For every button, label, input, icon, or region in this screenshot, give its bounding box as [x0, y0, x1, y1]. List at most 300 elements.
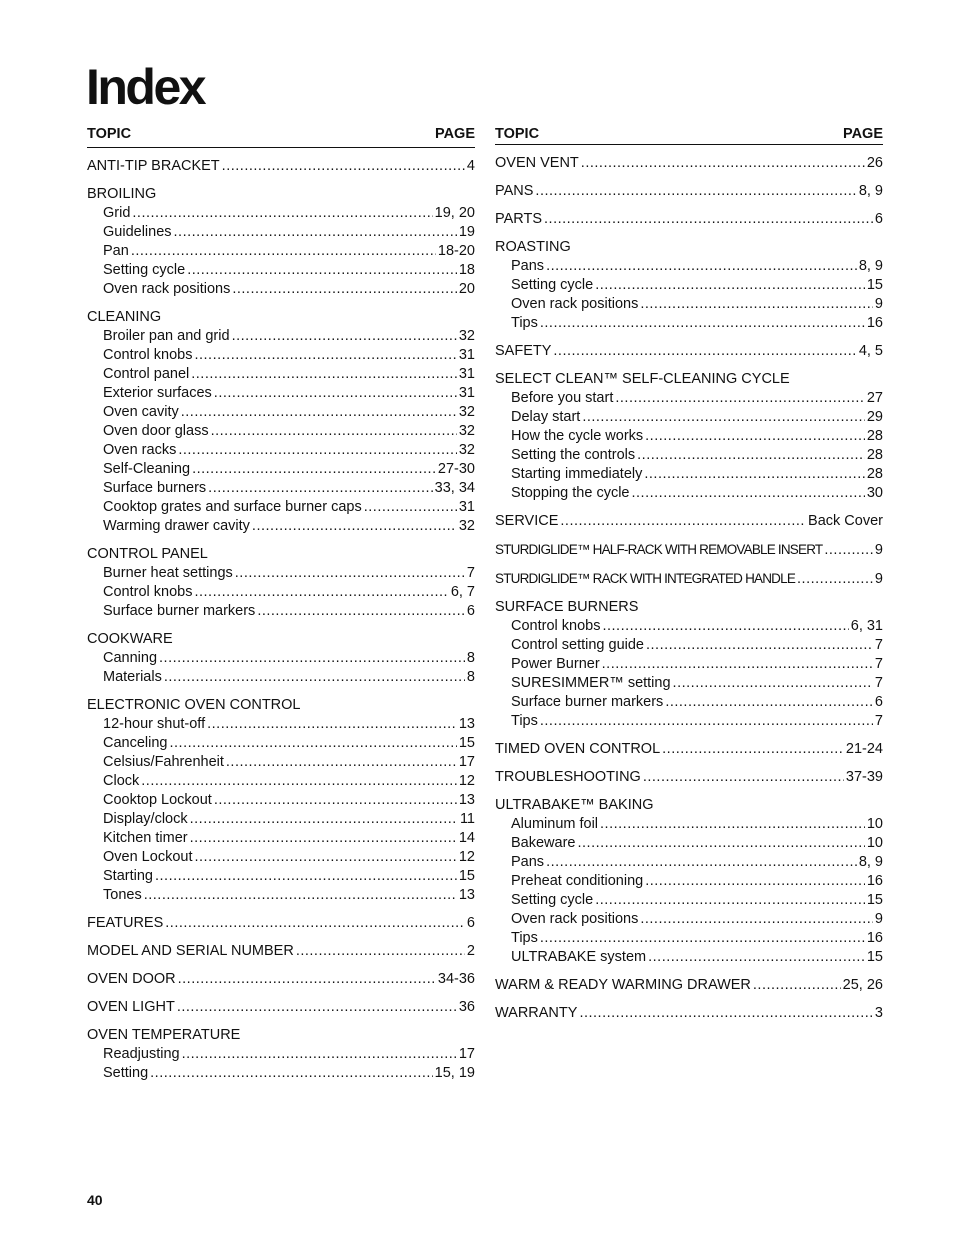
entry-label: Starting immediately	[511, 466, 643, 482]
index-subentry	[87, 715, 475, 734]
index-entry	[495, 768, 883, 787]
entry-page: 4	[466, 158, 475, 174]
entry-page: 13	[458, 716, 475, 732]
entry-page: 6, 7	[450, 584, 475, 600]
dot-leader	[553, 342, 856, 361]
index-subentry	[87, 734, 475, 753]
entry-page: 7	[466, 565, 475, 581]
entry-label: MODEL AND SERIAL NUMBER	[87, 943, 294, 959]
index-subentry	[87, 848, 475, 867]
dot-leader	[296, 942, 465, 961]
index-subentry	[87, 365, 475, 384]
entry-label: Delay start	[511, 409, 581, 425]
entry-page: 6, 31	[850, 618, 883, 634]
dot-leader	[648, 948, 865, 967]
entry-page: 32	[458, 328, 475, 344]
index-subentry	[87, 564, 475, 583]
dot-leader	[644, 465, 865, 484]
dot-leader	[615, 389, 865, 408]
entry-label: Oven cavity	[103, 404, 179, 420]
index-topic	[87, 998, 475, 1017]
dot-leader	[170, 734, 457, 753]
index-topic	[495, 540, 883, 560]
entry-page: 7	[874, 713, 883, 729]
dot-leader	[582, 408, 865, 427]
index-entry	[495, 796, 883, 815]
entry-label: How the cycle works	[511, 428, 644, 444]
index-entry	[495, 154, 883, 173]
index-topic	[495, 238, 883, 333]
dot-leader	[150, 1064, 433, 1083]
entry-label: Oven door glass	[103, 423, 209, 439]
entry-label: Surface burner markers	[511, 694, 664, 710]
entry-label: ROASTING	[495, 239, 571, 255]
entry-label: Canceling	[103, 735, 168, 751]
entry-page: 31	[458, 366, 475, 382]
entry-label: Self-Cleaning	[103, 461, 191, 477]
entry-label: SURFACE BURNERS	[495, 599, 639, 615]
entry-label: STURDIGLIDE™ RACK WITH INTEGRATED HANDLE	[495, 571, 796, 586]
dot-leader	[164, 668, 465, 687]
index-topic	[495, 370, 883, 503]
dot-leader	[226, 753, 457, 772]
entry-label: Control knobs	[103, 584, 193, 600]
index-entry	[87, 914, 475, 933]
index-subentry	[495, 853, 883, 872]
entry-page: 9	[874, 542, 883, 558]
entry-label: Tips	[511, 930, 538, 946]
index-subentry	[495, 693, 883, 712]
index-subentry	[87, 384, 475, 403]
entry-page: 31	[458, 347, 475, 363]
entry-label: OVEN VENT	[495, 155, 579, 171]
entry-page: 32	[458, 404, 475, 420]
dot-leader	[222, 157, 465, 176]
entry-page: 8, 9	[858, 258, 883, 274]
index-topic	[495, 342, 883, 361]
entry-label: Preheat conditioning	[511, 873, 644, 889]
dot-leader	[191, 365, 457, 384]
column-header	[87, 120, 475, 148]
index-entry	[87, 157, 475, 176]
entry-page: 15	[866, 277, 883, 293]
index-entry	[495, 740, 883, 759]
entry-label: OVEN LIGHT	[87, 999, 175, 1015]
index-column-right	[495, 120, 883, 1032]
index-subentry	[87, 403, 475, 422]
entry-label: OVEN DOOR	[87, 971, 176, 987]
dot-leader	[535, 182, 856, 201]
entry-label: Oven rack positions	[511, 911, 639, 927]
dot-leader	[190, 810, 458, 829]
entry-label: Bakeware	[511, 835, 576, 851]
index-subentry	[87, 602, 475, 621]
entry-page: 15, 19	[434, 1065, 475, 1081]
entry-page: 19	[458, 224, 475, 240]
index-entry	[495, 238, 883, 257]
index-subentry	[495, 484, 883, 503]
entry-label: Setting cycle	[511, 892, 594, 908]
entry-label: SERVICE	[495, 513, 559, 529]
index-subentry	[495, 446, 883, 465]
entry-label: Setting cycle	[511, 277, 594, 293]
index-entry	[87, 1026, 475, 1045]
dot-leader	[540, 929, 865, 948]
entry-page: 27-30	[437, 461, 475, 477]
entry-page: 2	[466, 943, 475, 959]
entry-page: 11	[459, 811, 475, 827]
entry-page: 6	[874, 211, 883, 227]
entry-label: ANTI-TIP BRACKET	[87, 158, 220, 174]
entry-label: SELECT CLEAN™ SELF-CLEANING CYCLE	[495, 371, 790, 387]
dot-leader	[178, 970, 436, 989]
index-entry	[495, 210, 883, 229]
dot-leader	[602, 617, 848, 636]
entry-label: Tones	[103, 887, 142, 903]
dot-leader	[190, 829, 457, 848]
index-subentry	[495, 276, 883, 295]
index-topic	[87, 545, 475, 621]
index-topic	[495, 569, 883, 589]
entry-page: 4, 5	[858, 343, 883, 359]
index-topic	[495, 1004, 883, 1023]
entry-page: 16	[866, 930, 883, 946]
index-subentry	[87, 810, 475, 829]
entry-page: 7	[874, 637, 883, 653]
index-entries	[495, 154, 883, 1023]
entry-label: SURESIMMER™ setting	[511, 675, 671, 691]
index-topic	[87, 970, 475, 989]
entry-label: Clock	[103, 773, 140, 789]
entry-page: Back Cover	[808, 513, 883, 529]
entry-label: ULTRABAKE system	[511, 949, 647, 965]
entry-page: 6	[466, 603, 475, 619]
entry-label: Control panel	[103, 366, 190, 382]
index-topic	[495, 740, 883, 759]
index-subentry	[87, 479, 475, 498]
dot-leader	[540, 314, 865, 333]
entry-label: Starting	[103, 868, 153, 884]
dot-leader	[546, 853, 857, 872]
dot-leader	[662, 740, 844, 759]
index-subentry	[87, 791, 475, 810]
entry-label: Control knobs	[511, 618, 601, 634]
index-topic	[87, 914, 475, 933]
dot-leader	[187, 261, 457, 280]
index-subentry	[87, 441, 475, 460]
dot-leader	[595, 891, 865, 910]
index-subentry	[87, 460, 475, 479]
page-title: Index	[86, 59, 205, 115]
dot-leader	[159, 649, 465, 668]
entry-label: OVEN TEMPERATURE	[87, 1027, 241, 1043]
index-topic	[87, 696, 475, 905]
dot-leader	[208, 479, 433, 498]
index-topic	[87, 157, 475, 176]
index-topic	[495, 182, 883, 201]
dot-leader	[232, 327, 457, 346]
entry-page: 10	[866, 816, 883, 832]
entry-page: 12	[458, 849, 475, 865]
index-entry	[495, 1004, 883, 1023]
index-subentry	[87, 1045, 475, 1064]
index-subentry	[495, 815, 883, 834]
index-subentry	[495, 257, 883, 276]
dot-leader	[182, 1045, 457, 1064]
entry-label: Canning	[103, 650, 158, 666]
dot-leader	[544, 210, 873, 229]
dot-leader	[560, 512, 806, 531]
entry-page: 21-24	[845, 741, 883, 757]
entry-page: 3	[874, 1005, 883, 1021]
index-subentry	[87, 280, 475, 299]
entry-label: Oven rack positions	[103, 281, 231, 297]
dot-leader	[232, 280, 457, 299]
index-topic	[87, 1026, 475, 1083]
entry-label: 12-hour shut-off	[103, 716, 206, 732]
dot-leader	[181, 403, 457, 422]
page-number: 40	[87, 1192, 103, 1208]
entry-label: TIMED OVEN CONTROL	[495, 741, 661, 757]
entry-page: 19, 20	[434, 205, 475, 221]
entry-page: 33, 34	[434, 480, 475, 496]
index-topic	[495, 512, 883, 531]
dot-leader	[257, 602, 465, 621]
entry-page: 18	[458, 262, 475, 278]
entry-label: COOKWARE	[87, 631, 173, 647]
index-subentry	[87, 517, 475, 536]
entry-label: CLEANING	[87, 309, 162, 325]
entry-page: 36	[458, 999, 475, 1015]
dot-leader	[192, 460, 436, 479]
topic-header: TOPIC	[495, 126, 540, 142]
entry-label: Warming drawer cavity	[103, 518, 250, 534]
entry-label: Setting the controls	[511, 447, 636, 463]
entry-label: Control setting guide	[511, 637, 644, 653]
entry-page: 12	[458, 773, 475, 789]
entry-page: 17	[458, 1046, 475, 1062]
dot-leader	[797, 570, 873, 589]
entry-label: ULTRABAKE™ BAKING	[495, 797, 654, 813]
dot-leader	[646, 636, 873, 655]
entry-page: 7	[874, 675, 883, 691]
index-subentry	[87, 498, 475, 517]
index-subentry	[87, 242, 475, 261]
entry-page: 26	[866, 155, 883, 171]
dot-leader	[194, 346, 456, 365]
dot-leader	[252, 517, 457, 536]
entry-label: Tips	[511, 315, 538, 331]
dot-leader	[364, 498, 457, 517]
entry-page: 37-39	[845, 769, 883, 785]
dot-leader	[665, 693, 873, 712]
page-header: PAGE	[842, 126, 883, 142]
entry-page: 14	[458, 830, 475, 846]
index-subentry	[87, 867, 475, 886]
index-topic	[495, 210, 883, 229]
dot-leader	[177, 998, 457, 1017]
entry-label: Guidelines	[103, 224, 172, 240]
dot-leader	[194, 848, 456, 867]
index-subentry	[87, 886, 475, 905]
dot-leader	[824, 541, 873, 560]
index-entries	[87, 157, 475, 1083]
index-subentry	[87, 223, 475, 242]
dot-leader	[132, 204, 432, 223]
index-subentry	[87, 772, 475, 791]
index-topic	[495, 598, 883, 731]
index-column-left	[87, 120, 475, 1092]
entry-page: 15	[866, 892, 883, 908]
entry-label: Readjusting	[103, 1046, 180, 1062]
index-subentry	[495, 891, 883, 910]
entry-page: 30	[866, 485, 883, 501]
entry-page: 6	[466, 915, 475, 931]
index-entry	[87, 696, 475, 715]
entry-label: WARM & READY WARMING DRAWER	[495, 977, 751, 993]
dot-leader	[194, 583, 448, 602]
index-topic	[87, 630, 475, 687]
index-subentry	[87, 346, 475, 365]
entry-page: 31	[458, 385, 475, 401]
index-topic	[87, 942, 475, 961]
index-entry	[495, 569, 883, 589]
index-entry	[87, 630, 475, 649]
entry-label: Before you start	[511, 390, 614, 406]
index-subentry	[87, 422, 475, 441]
entry-label: Control knobs	[103, 347, 193, 363]
index-subentry	[495, 465, 883, 484]
dot-leader	[645, 427, 865, 446]
entry-page: 34-36	[437, 971, 475, 987]
entry-label: Aluminum foil	[511, 816, 599, 832]
index-topic	[495, 154, 883, 173]
index-subentry	[495, 674, 883, 693]
page-header: PAGE	[434, 126, 475, 142]
dot-leader	[577, 834, 864, 853]
dot-leader	[595, 276, 865, 295]
entry-label: Surface burner markers	[103, 603, 256, 619]
index-topic	[87, 308, 475, 536]
dot-leader	[165, 914, 465, 933]
entry-label: Cooktop grates and surface burner caps	[103, 499, 362, 515]
dot-leader	[174, 223, 457, 242]
index-subentry	[87, 668, 475, 687]
entry-page: 13	[458, 792, 475, 808]
entry-label: Grid	[103, 205, 131, 221]
index-entry	[495, 512, 883, 531]
entry-label: Setting	[103, 1065, 149, 1081]
entry-label: Power Burner	[511, 656, 600, 672]
entry-label: Pan	[103, 243, 129, 259]
index-entry	[495, 342, 883, 361]
entry-page: 31	[458, 499, 475, 515]
index-subentry	[495, 929, 883, 948]
index-subentry	[87, 327, 475, 346]
entry-label: Kitchen timer	[103, 830, 188, 846]
entry-label: PARTS	[495, 211, 543, 227]
index-subentry	[495, 834, 883, 853]
entry-page: 28	[866, 466, 883, 482]
index-entry	[87, 308, 475, 327]
dot-leader	[640, 910, 873, 929]
dot-leader	[540, 712, 873, 731]
index-subentry	[87, 649, 475, 668]
column-header	[495, 120, 883, 145]
index-entry	[87, 942, 475, 961]
entry-label: FEATURES	[87, 915, 164, 931]
entry-page: 16	[866, 873, 883, 889]
entry-page: 18-20	[437, 243, 475, 259]
index-subentry	[87, 583, 475, 602]
index-entry	[495, 598, 883, 617]
index-topic	[495, 976, 883, 995]
index-entry	[87, 185, 475, 204]
entry-page: 20	[458, 281, 475, 297]
dot-leader	[214, 791, 457, 810]
entry-page: 15	[866, 949, 883, 965]
index-subentry	[495, 712, 883, 731]
index-subentry	[495, 948, 883, 967]
entry-page: 15	[458, 868, 475, 884]
entry-label: Exterior surfaces	[103, 385, 212, 401]
dot-leader	[214, 384, 457, 403]
entry-page: 32	[458, 442, 475, 458]
entry-label: SAFETY	[495, 343, 552, 359]
entry-label: CONTROL PANEL	[87, 546, 208, 562]
entry-page: 9	[874, 296, 883, 312]
dot-leader	[178, 441, 457, 460]
dot-leader	[600, 815, 865, 834]
index-subentry	[87, 1064, 475, 1083]
entry-page: 28	[866, 428, 883, 444]
entry-page: 8	[466, 650, 475, 666]
index-subentry	[87, 261, 475, 280]
index-entry	[495, 182, 883, 201]
dot-leader	[581, 154, 865, 173]
dot-leader	[645, 872, 865, 891]
index-subentry	[495, 617, 883, 636]
index-entry	[495, 540, 883, 560]
entry-label: Cooktop Lockout	[103, 792, 212, 808]
entry-label: STURDIGLIDE™ HALF-RACK WITH REMOVABLE INSERT	[495, 542, 823, 557]
entry-label: Surface burners	[103, 480, 207, 496]
topic-header: TOPIC	[87, 126, 132, 142]
entry-page: 25, 26	[842, 977, 883, 993]
index-topic	[495, 796, 883, 967]
entry-page: 8	[466, 669, 475, 685]
entry-page: 27	[866, 390, 883, 406]
dot-leader	[579, 1004, 872, 1023]
dot-leader	[131, 242, 436, 261]
entry-page: 32	[458, 423, 475, 439]
index-topic	[495, 768, 883, 787]
entry-page: 9	[874, 911, 883, 927]
dot-leader	[207, 715, 457, 734]
index-entry	[87, 545, 475, 564]
index-entry	[87, 998, 475, 1017]
entry-page: 13	[458, 887, 475, 903]
entry-page: 8, 9	[858, 854, 883, 870]
dot-leader	[640, 295, 873, 314]
entry-page: 8, 9	[858, 183, 883, 199]
dot-leader	[673, 674, 873, 693]
dot-leader	[235, 564, 465, 583]
index-subentry	[87, 204, 475, 223]
entry-page: 29	[866, 409, 883, 425]
entry-label: Tips	[511, 713, 538, 729]
entry-label: Burner heat settings	[103, 565, 233, 581]
